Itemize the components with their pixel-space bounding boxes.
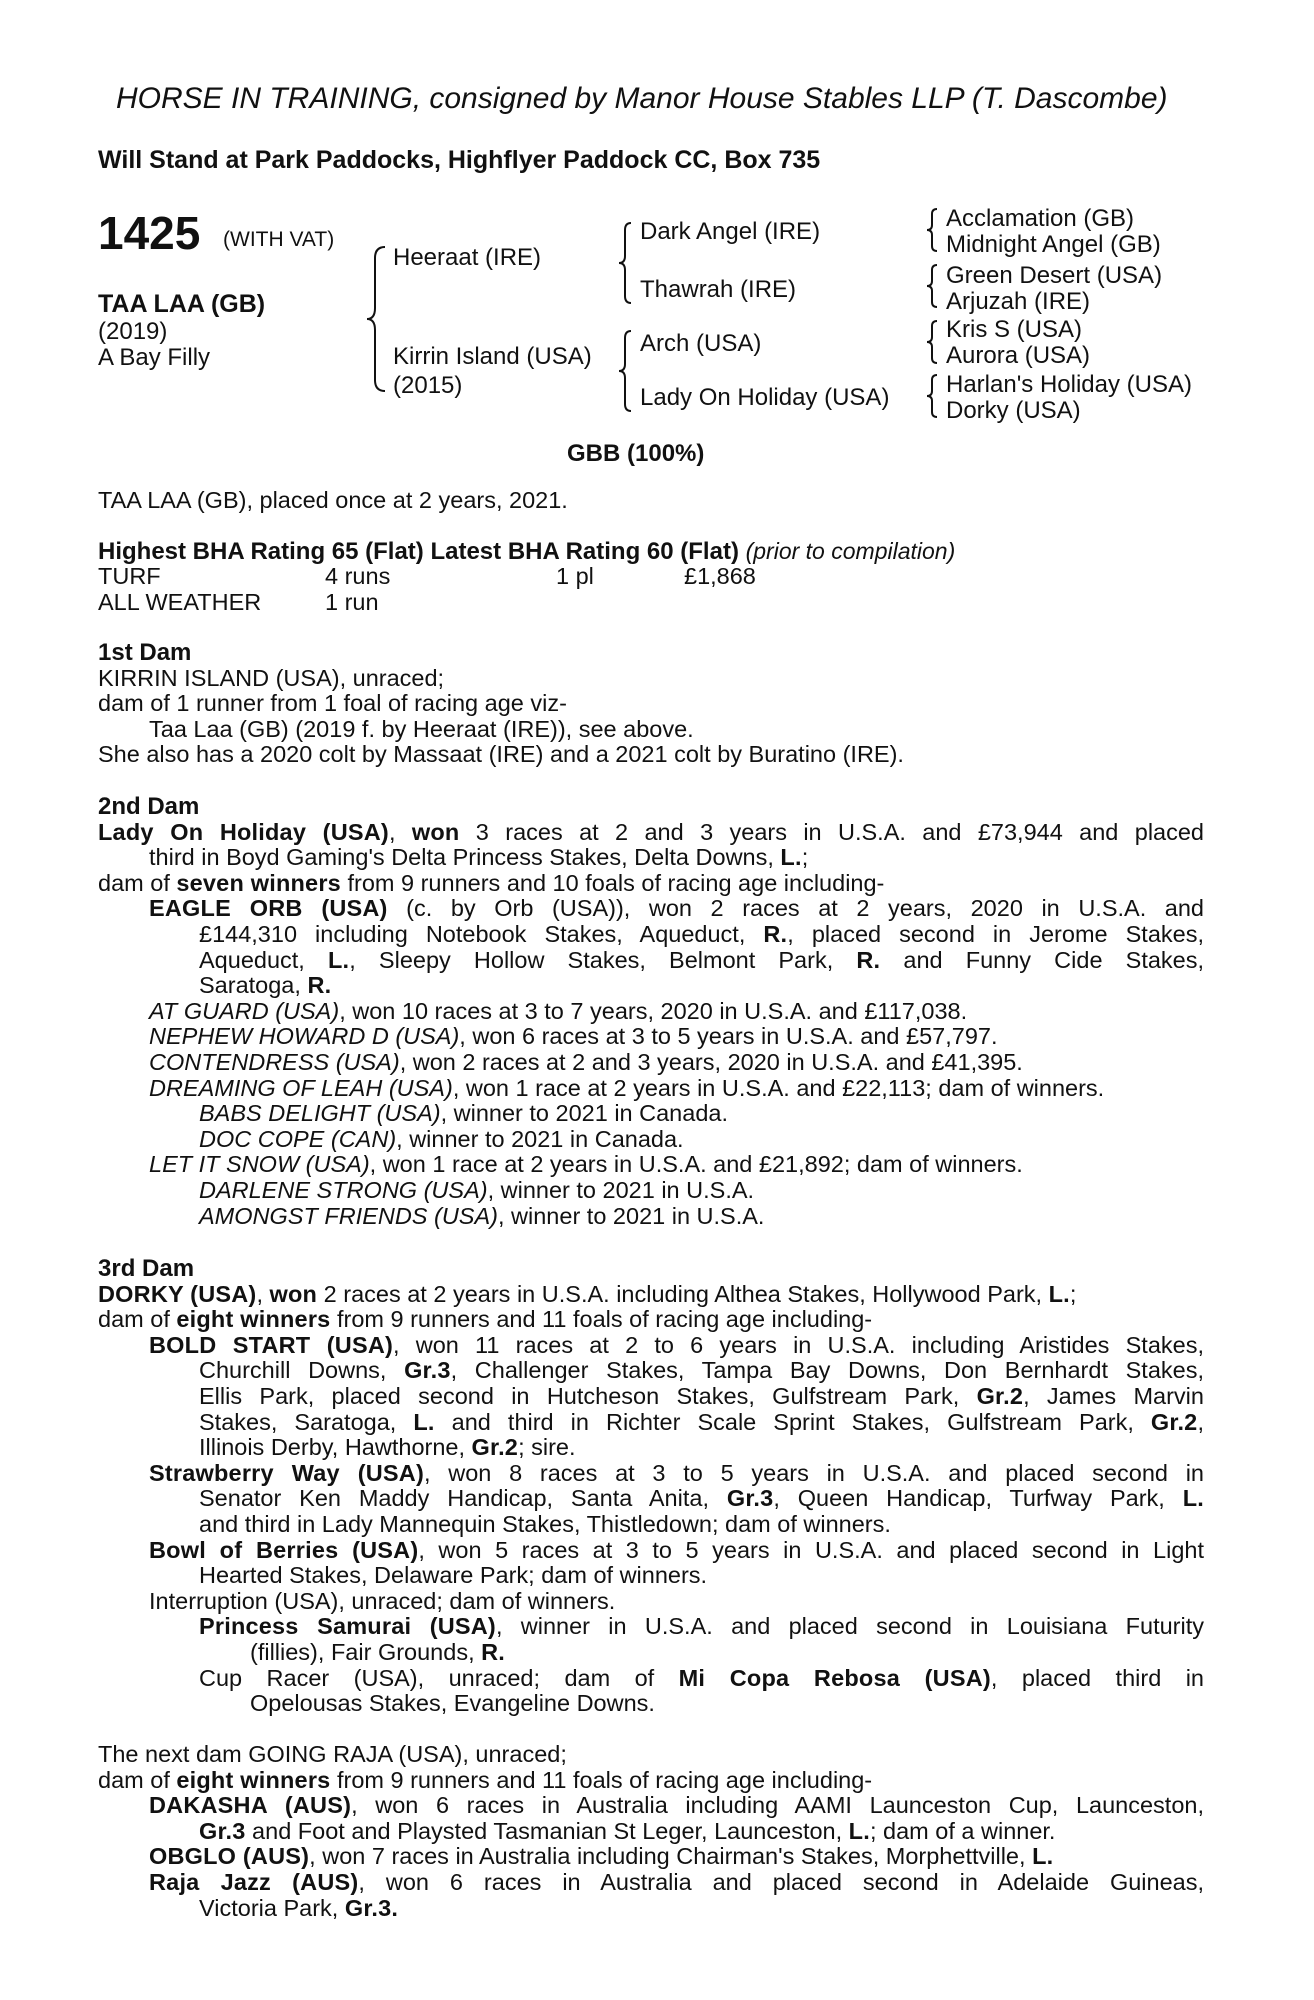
text-run: ; dam of a winner. — [869, 1817, 1056, 1844]
progeny-line — [98, 1178, 1204, 1204]
progeny-name: BABS DELIGHT (USA) — [199, 1100, 441, 1127]
progeny-name: Raja Jazz (AUS) — [149, 1868, 359, 1895]
interruption-line: Interruption (USA), unraced; dam of winners. — [149, 1587, 616, 1614]
progeny-line — [98, 1204, 1204, 1230]
progeny-line — [98, 1024, 1204, 1050]
grade-label: R. — [856, 946, 881, 973]
grade-label: L. — [780, 844, 802, 871]
pedigree-g3-4: Arjuzah (IRE) — [946, 288, 1091, 315]
strawberry-way-line: and third in Lady Mannequin Stakes, Thistledown; dam of winners. — [199, 1510, 891, 1537]
text-run: , — [1197, 1408, 1204, 1435]
text-run: , won 8 races at 3 to 5 years in U.S.A. and placed second in — [423, 1459, 1204, 1486]
grade-label: L. — [1032, 1843, 1054, 1870]
strawberry-way-line — [98, 1486, 1204, 1512]
text-run: Churchill Downs, — [199, 1357, 405, 1384]
eagle-orb-line — [98, 948, 1204, 974]
vat-note: (WITH VAT) — [223, 228, 335, 251]
progeny-name: AT GUARD (USA) — [149, 997, 340, 1024]
progeny-name: DOC COPE (CAN) — [199, 1125, 397, 1152]
pedigree-sire-dam: Thawrah (IRE) — [640, 276, 797, 303]
eagle-orb-line — [98, 973, 1204, 999]
pedigree-sire-sire: Dark Angel (IRE) — [640, 218, 821, 245]
text-run: Aqueduct, — [199, 946, 328, 973]
pedigree-brace-g3 — [925, 320, 939, 364]
grade-label: L. — [413, 1408, 435, 1435]
pedigree-g3-8: Dorky (USA) — [946, 397, 1081, 424]
pedigree-brace-g4 — [925, 374, 939, 418]
second-dam-heading: 2nd Dam — [98, 793, 200, 820]
second-dam-line: Lady On Holiday (USA), won 3 races at 2 and 3 years in U.S.A. and £73,944 and placed — [98, 818, 1204, 845]
pedigree-g3-7: Harlan's Holiday (USA) — [946, 371, 1192, 398]
progeny-name: LET IT SNOW (USA) — [149, 1151, 370, 1178]
text-run: (fillies), Fair Grounds, — [250, 1638, 482, 1665]
text-run: Saratoga, — [199, 972, 308, 999]
cup-racer-line — [98, 1666, 1204, 1692]
dakasha-line — [98, 1819, 1204, 1845]
bold-start-line — [98, 1410, 1204, 1436]
bold-start-line — [98, 1333, 1204, 1359]
text-run: and Funny Cide Stakes, — [880, 946, 1205, 973]
text-run: Victoria Park, — [199, 1894, 345, 1921]
progeny-line — [98, 999, 1204, 1025]
text-run: , won 5 races at 3 to 5 years in U.S.A. and placed second in Light — [418, 1536, 1204, 1563]
text-run: ; sire. — [518, 1434, 576, 1461]
text-run: from 9 runners and 11 foals of racing age including- — [330, 1766, 873, 1793]
bold-start-line — [98, 1435, 1204, 1461]
turf-prize: £1,868 — [684, 563, 756, 589]
third-dam-section — [98, 1256, 1204, 1717]
stand-location: Will Stand at Park Paddocks, Highflyer Paddock CC, Box 735 — [98, 146, 821, 174]
dakasha-line — [98, 1793, 1204, 1819]
horse-year: (2019) — [98, 318, 168, 345]
text-run: , James Marvin — [1023, 1382, 1204, 1409]
third-dam-line: DORKY (USA), won 2 races at 2 years in U.S.A. including Althea Stakes, Hollywood Park, L.; — [98, 1280, 1077, 1307]
text-run: Cup Racer (USA), unraced; dam of — [199, 1664, 679, 1691]
text-run: Senator Ken Maddy Handicap, Santa Anita, — [199, 1485, 727, 1512]
winners-count: eight winners — [176, 1306, 331, 1333]
grade-label: Gr.2 — [976, 1382, 1024, 1409]
grade-label: L. — [1182, 1485, 1204, 1512]
text-run: , won 6 races in Australia including AAMI Launceston Cup, Launceston, — [351, 1792, 1204, 1819]
first-dam-line: dam of 1 runner from 1 foal of racing age viz- — [98, 690, 567, 717]
grade-label: Gr.3 — [726, 1485, 774, 1512]
horse-name: TAA LAA (GB) — [98, 290, 266, 318]
winners-count: eight winners — [176, 1766, 331, 1793]
third-dam-heading: 3rd Dam — [98, 1255, 195, 1282]
text-run: dam of — [98, 869, 177, 896]
bold-start-line — [98, 1384, 1204, 1410]
progeny-name: DAKASHA (AUS) — [149, 1792, 352, 1819]
progeny-name: Bowl of Berries (USA) — [149, 1536, 419, 1563]
pedigree-sire: Heeraat (IRE) — [393, 244, 542, 271]
winners-count: seven winners — [176, 869, 341, 896]
grade-label: R. — [763, 920, 788, 947]
consignment-line: HORSE IN TRAINING, consigned by Manor House Stables LLP (T. Dascombe) — [116, 82, 1168, 115]
grade-label: L. — [1048, 1280, 1070, 1307]
text-run: , Challenger Stakes, Tampa Bay Downs, Don Bernhardt Stakes, — [450, 1357, 1204, 1384]
text-run: , winner to 2021 in U.S.A. — [487, 1176, 755, 1203]
grade-label: Gr.3 — [199, 1817, 246, 1844]
first-dam-line: Taa Laa (GB) (2019 f. by Heeraat (IRE)), see above. — [149, 715, 694, 742]
first-dam-line: KIRRIN ISLAND (USA), unraced; — [98, 664, 445, 691]
horse-description: A Bay Filly — [98, 344, 211, 371]
text-run: , winner in U.S.A. and placed second in Louisiana Futurity — [495, 1613, 1204, 1640]
eagle-orb-line — [98, 922, 1204, 948]
raja-jazz-line — [98, 1896, 1204, 1922]
aw-runs: 1 run — [325, 589, 379, 615]
progeny-name: NEPHEW HOWARD D (USA) — [149, 1023, 460, 1050]
text-run: and Foot and Playsted Tasmanian St Leger, Launceston, — [245, 1817, 849, 1844]
text-run: £144,310 including Notebook Stakes, Aqueduct, — [199, 920, 764, 947]
progeny-line — [98, 1076, 1204, 1102]
princess-samurai-line — [98, 1640, 1204, 1666]
text-run: dam of — [98, 1766, 177, 1793]
progeny-name: DARLENE STRONG (USA) — [199, 1176, 488, 1203]
pedigree-brace-main — [365, 246, 387, 392]
turf-placed: 1 pl — [556, 563, 594, 589]
progeny-name: Princess Samurai (USA) — [199, 1613, 496, 1640]
text-run: from 9 runners and 10 foals of racing age including- — [340, 869, 885, 896]
pedigree-g3-5: Kris S (USA) — [946, 316, 1083, 343]
next-dam-line — [98, 1768, 1204, 1794]
obglo-line — [98, 1844, 1204, 1870]
bold-start-line — [98, 1358, 1204, 1384]
text-run: , won 7 races in Australia including Chairman's Stakes, Morphettville, — [309, 1843, 1033, 1870]
text-run: , won 6 races in Australia and placed second in Adelaide Guineas, — [358, 1868, 1205, 1895]
text-run: , won 6 races at 3 to 5 years in U.S.A. and £57,797. — [459, 1023, 998, 1050]
strawberry-way-line — [98, 1461, 1204, 1487]
text-run: , Sleepy Hollow Stakes, Belmont Park, — [349, 946, 857, 973]
pedigree-dam-year: (2015) — [393, 372, 463, 399]
progeny-name: OBGLO (AUS) — [149, 1843, 310, 1870]
second-dam-section — [98, 794, 1204, 1229]
pedigree-brace-g2 — [925, 264, 939, 308]
text-run: Ellis Park, placed second in Hutcheson Stakes, Gulfstream Park, — [199, 1382, 977, 1409]
text-run: , winner to 2021 in Canada. — [396, 1125, 684, 1152]
grade-label: Gr.3 — [404, 1357, 451, 1384]
rating-line — [98, 538, 955, 566]
text-run: Illinois Derby, Hawthorne, — [199, 1434, 472, 1461]
grade-label: Gr.3. — [344, 1894, 399, 1921]
grade-label: L. — [327, 946, 350, 973]
pedigree-brace-g1 — [925, 208, 939, 252]
text-run: 2 races at 2 years in U.S.A. including Althea Stakes, Hollywood Park, — [317, 1280, 1049, 1307]
text-run: , placed third in — [990, 1664, 1204, 1691]
progeny-name: Mi Copa Rebosa (USA) — [678, 1664, 991, 1691]
breeding-note: GBB (100%) — [567, 440, 705, 467]
progeny-name: Strawberry Way (USA) — [149, 1459, 424, 1486]
eagle-orb-line — [98, 896, 1204, 922]
second-dam-line — [98, 871, 1204, 897]
progeny-name: BOLD START (USA) — [149, 1331, 394, 1358]
text-run: , placed second in Jerome Stakes, — [787, 920, 1204, 947]
pedigree-dam: Kirrin Island (USA) — [393, 343, 592, 370]
second-dam-line — [98, 845, 1204, 871]
next-dam-section — [98, 1742, 1204, 1921]
progeny-name: DREAMING OF LEAH (USA) — [149, 1074, 453, 1101]
text-run: Stakes, Saratoga, — [199, 1408, 414, 1435]
bowl-of-berries-line — [98, 1538, 1204, 1564]
progeny-line — [98, 1050, 1204, 1076]
progeny-line — [98, 1152, 1204, 1178]
text-run: , winner to 2021 in U.S.A. — [497, 1202, 765, 1229]
second-dam-name: Lady On Holiday (USA) — [98, 818, 389, 845]
cup-racer-line: Opelousas Stakes, Evangeline Downs. — [250, 1690, 655, 1717]
text-run: , won 10 races at 3 to 7 years, 2020 in U.S.A. and £117,038. — [339, 997, 968, 1024]
pedigree-g3-1: Acclamation (GB) — [946, 205, 1135, 232]
turf-label: TURF — [98, 563, 161, 589]
first-dam-line: She also has a 2020 colt by Massaat (IRE) and a 2021 colt by Buratino (IRE). — [98, 741, 904, 768]
rating-note: (prior to compilation) — [745, 538, 956, 564]
pedigree-dam-dam: Lady On Holiday (USA) — [640, 384, 890, 411]
turf-runs: 4 runs — [325, 563, 391, 589]
next-dam-line: The next dam GOING RAJA (USA), unraced; — [98, 1741, 567, 1767]
pedigree-g3-6: Aurora (USA) — [946, 342, 1091, 369]
pedigree-g3-3: Green Desert (USA) — [946, 262, 1163, 289]
pedigree-brace-sire — [617, 222, 633, 304]
progeny-name: CONTENDRESS (USA) — [149, 1048, 400, 1075]
bowl-of-berries-line: Hearted Stakes, Delaware Park; dam of winners. — [199, 1562, 708, 1589]
won-label: won — [411, 818, 460, 845]
rating-main: Highest BHA Rating 65 (Flat) Latest BHA Rating 60 (Flat) — [98, 538, 739, 565]
text-run: (c. by Orb (USA)), won 2 races at 2 years, 2020 in U.S.A. and — [387, 895, 1205, 922]
princess-samurai-line — [98, 1614, 1204, 1640]
text-run: ; — [801, 844, 809, 871]
third-dam-line — [98, 1307, 1204, 1333]
lot-number: 1425 — [98, 207, 201, 259]
text-run: ; — [1069, 1280, 1077, 1307]
progeny-name: AMONGST FRIENDS (USA) — [199, 1202, 498, 1229]
text-run: , won 11 races at 2 to 6 years in U.S.A. including Aristides Stakes, — [393, 1331, 1204, 1358]
first-dam-heading: 1st Dam — [98, 639, 192, 666]
progeny-line — [98, 1101, 1204, 1127]
grade-label: R. — [481, 1638, 506, 1665]
first-dam-section — [98, 640, 1204, 768]
progeny-name: EAGLE ORB (USA) — [149, 895, 388, 922]
progeny-line — [98, 1127, 1204, 1153]
text-run: 3 races at 2 and 3 years in U.S.A. and £73,944 and placed — [459, 818, 1204, 845]
text-run: and third in Richter Scale Sprint Stakes, Gulfstream Park, — [434, 1408, 1151, 1435]
third-dam-name: DORKY (USA) — [98, 1280, 257, 1307]
grade-label: Gr.2 — [1150, 1408, 1198, 1435]
text-run: from 9 runners and 11 foals of racing age including- — [330, 1306, 873, 1333]
raja-jazz-line — [98, 1870, 1204, 1896]
text-run: third in Boyd Gaming's Delta Princess Stakes, Delta Downs, — [149, 844, 781, 871]
pedigree-dam-sire: Arch (USA) — [640, 330, 762, 357]
grade-label: Gr.2 — [471, 1434, 519, 1461]
racing-summary: TAA LAA (GB), placed once at 2 years, 2021. — [98, 487, 568, 513]
text-run: , winner to 2021 in Canada. — [440, 1100, 728, 1127]
text-run: , won 1 race at 2 years in U.S.A. and £21,892; dam of winners. — [369, 1151, 1023, 1178]
text-run: dam of — [98, 1306, 177, 1333]
text-run: , won 1 race at 2 years in U.S.A. and £22,113; dam of winners. — [452, 1074, 1105, 1101]
text-run: , won 2 races at 2 and 3 years, 2020 in U.S.A. and £41,395. — [399, 1048, 1023, 1075]
pedigree-brace-dam — [617, 330, 633, 412]
text-run: , Queen Handicap, Turfway Park, — [773, 1485, 1183, 1512]
won-label: won — [269, 1280, 318, 1307]
grade-label: L. — [848, 1817, 870, 1844]
aw-label: ALL WEATHER — [98, 589, 262, 615]
pedigree-g3-2: Midnight Angel (GB) — [946, 231, 1161, 258]
grade-label: R. — [307, 972, 332, 999]
